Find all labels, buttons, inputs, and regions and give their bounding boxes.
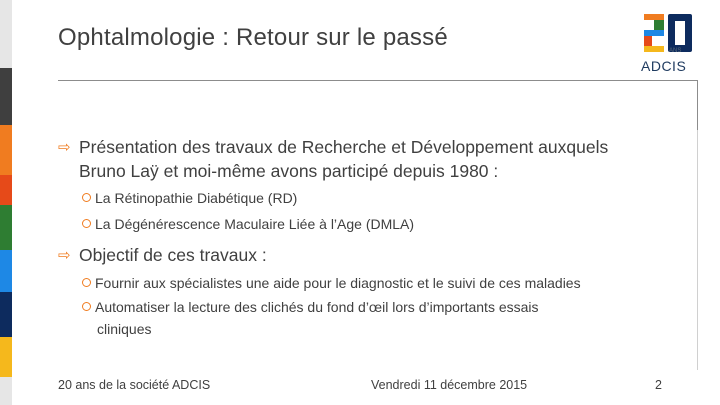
arrow-bullet-icon: ⇨	[58, 247, 71, 264]
slide-number: 2	[655, 378, 662, 392]
bullet-2-line-1: ⇨ Objectif de ces travaux :	[58, 243, 267, 268]
frame-right-line	[697, 80, 698, 370]
logo-ans-label: ANS	[669, 48, 682, 54]
circle-bullet-icon	[82, 219, 91, 228]
logo-company-name: ADCIS	[641, 58, 687, 74]
sub-bullet-rd: La Rétinopathie Diabétique (RD)	[82, 187, 297, 209]
sub-bullet-dmla: La Dégénérescence Maculaire Liée à l’Age (DMLA)	[82, 213, 414, 235]
bullet-1-line-2: Bruno Laÿ et moi-même avons participé depuis 1980 :	[79, 161, 499, 181]
sub-bullet-automatiser: Automatiser la lecture des clichés du fond d’œil lors d’importants essais	[82, 296, 539, 318]
circle-bullet-icon	[82, 193, 91, 202]
circle-bullet-icon	[82, 278, 91, 287]
slide-title: Ophtalmologie : Retour sur le passé	[58, 24, 448, 51]
footer-date: Vendredi 11 décembre 2015	[371, 378, 528, 392]
arrow-bullet-icon: ⇨	[58, 139, 71, 156]
accent-color-bar	[0, 0, 12, 405]
sub-bullet-automatiser-cont: cliniques	[97, 321, 152, 337]
bullet-1-line-1: ⇨ Présentation des travaux de Recherche et Développement auxquels	[58, 135, 608, 160]
circle-bullet-icon	[82, 302, 91, 311]
footer-left: 20 ans de la société ADCIS	[58, 378, 211, 392]
sub-bullet-fournir: Fournir aux spécialistes une aide pour le diagnostic et le suivi de ces maladies	[82, 272, 581, 294]
title-divider	[58, 80, 698, 81]
